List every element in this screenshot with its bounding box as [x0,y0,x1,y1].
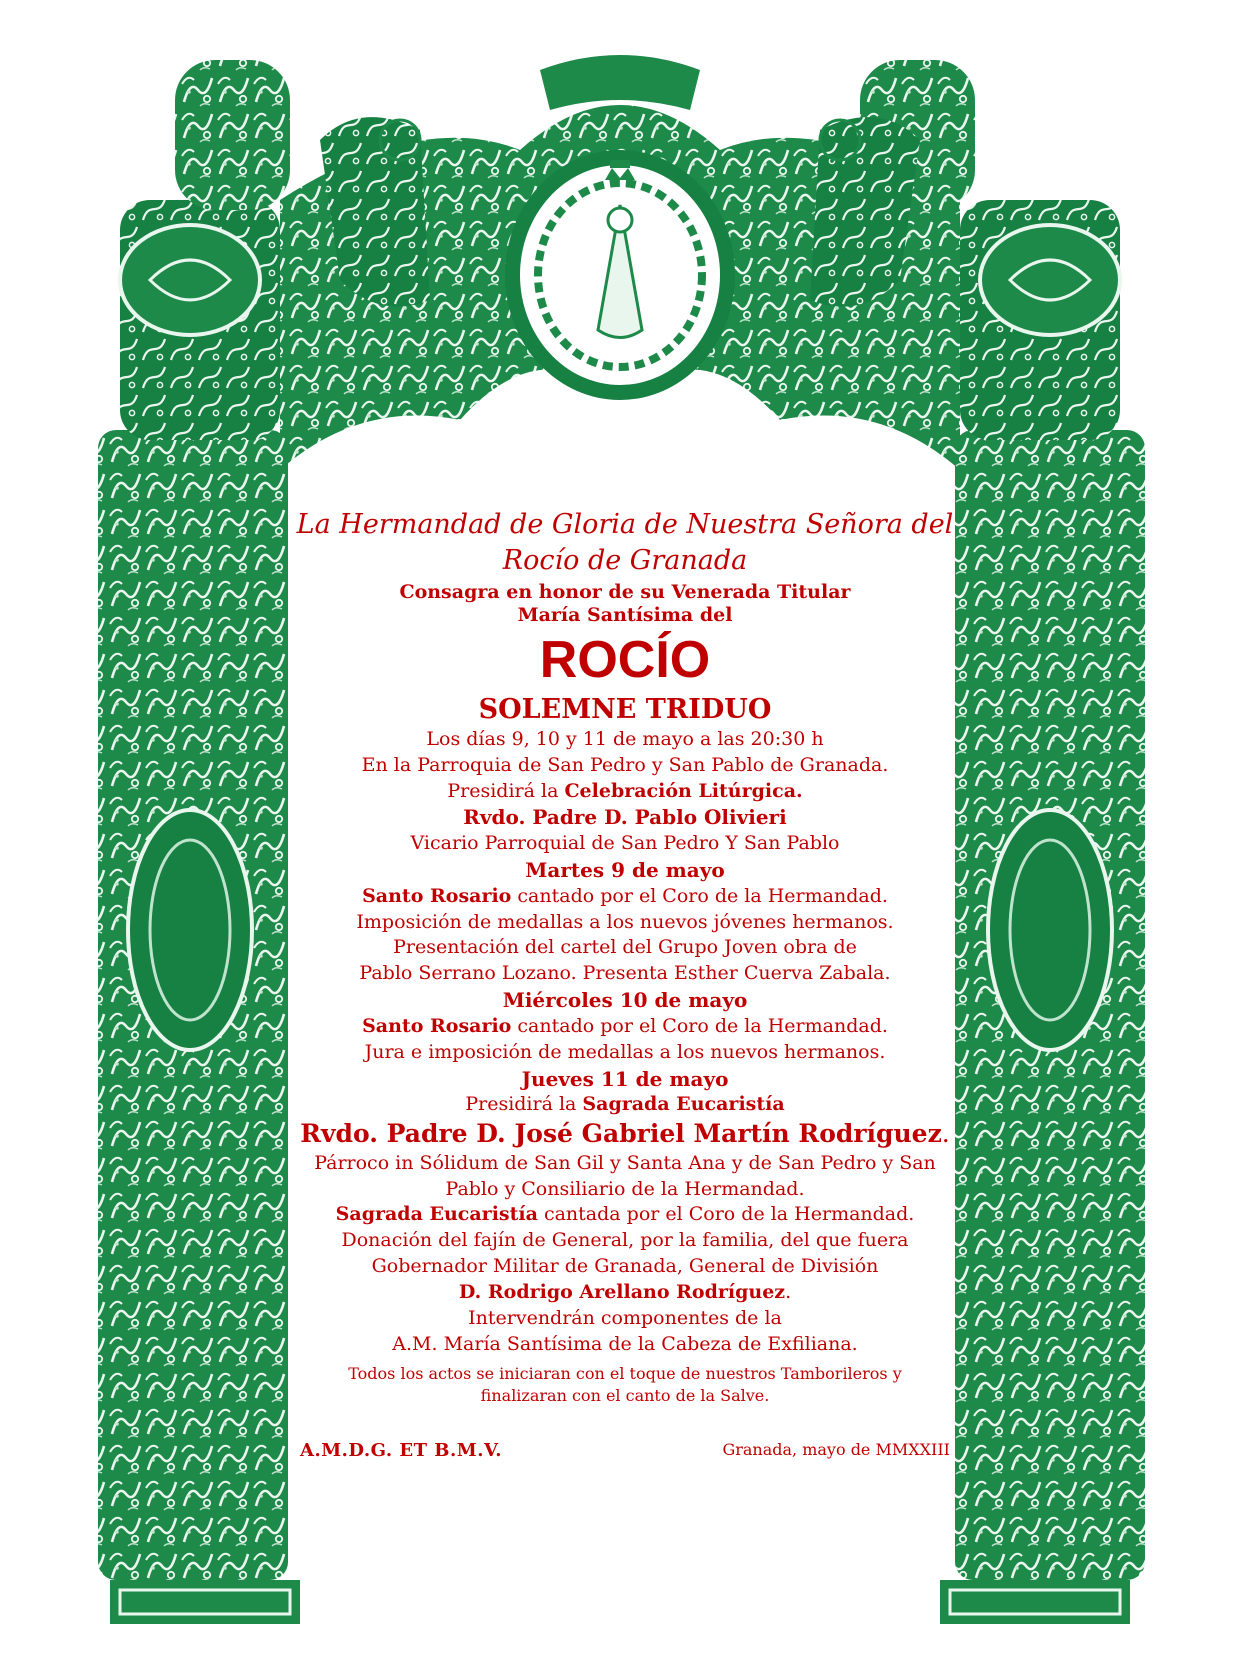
day2-heading: Miércoles 10 de mayo [502,988,748,1013]
day3-eucaristia [290,1202,960,1228]
rocio-title: ROCÍO [539,631,711,690]
day3-heading: Jueves 11 de mayo [521,1066,729,1091]
day1-rosario [290,884,960,910]
day2-line2: Jura e imposición de medallas a los nuevos hermanos. [364,1040,886,1063]
presidira-bold: Celebración Litúrgica. [564,779,803,802]
celebrant-role: Vicario Parroquial de San Pedro Y San Pablo [410,832,840,855]
triduo-title: SOLEMNE TRIDUO [478,694,772,726]
day3-presidira-bold: Sagrada Eucaristía [582,1093,785,1116]
day2-rosario-bold: Santo Rosario [362,1014,512,1037]
day1-line3: Presentación del cartel del Grupo Joven obra de [393,936,857,959]
virgin-medallion [505,150,735,400]
day2-rosario-rest: cantado por el Coro de la Hermandad. [511,1014,888,1037]
day3-celebrant-dot: . [941,1119,950,1149]
day3-general-dot: . [785,1280,792,1303]
presidira-prefix: Presidirá la [447,779,565,802]
day3-celebrant [290,1118,960,1151]
dates-line: Los días 9, 10 y 11 de mayo a las 20:30 h [426,727,824,750]
presidira-line [290,779,960,805]
motto: A.M.D.G. ET B.M.V. [300,1440,503,1461]
invitation-text [290,505,960,1407]
title-line-2: Rocío de Granada [502,544,748,576]
day1-rosario-bold: Santo Rosario [362,884,512,907]
place-line: En la Parroquia de San Pedro y San Pablo de Granada. [361,753,889,776]
day1-rosario-rest: cantado por el Coro de la Hermandad. [511,884,888,907]
day3-role-1: Párroco in Sólidum de San Gil y Santa Ana y de San Pedro y San [314,1151,936,1174]
date-line: Granada, mayo de MMXXIII [722,1440,950,1459]
day2-rosario [290,1014,960,1040]
consagra-line: Consagra en honor de su Venerada Titular [399,581,851,604]
day3-presidira [290,1092,960,1118]
day1-heading: Martes 9 de mayo [525,858,725,883]
closing-note-2: finalizaran con el canto de la Salve. [480,1385,770,1405]
celebrant-name: Rvdo. Padre D. Pablo Olivieri [463,805,787,830]
maria-line: María Santísima del [517,603,733,626]
day1-line2: Imposición de medallas a los nuevos jóvenes hermanos. [356,910,894,933]
day3-euc-bold: Sagrada Eucaristía [335,1203,538,1226]
day3-euc-rest: cantada por el Coro de la Hermandad. [537,1203,915,1226]
day3-donacion-1: Donación del fajín de General, por la familia, del que fuera [341,1229,909,1252]
day3-role-2: Pablo y Consiliario de la Hermandad. [445,1177,805,1200]
day3-presidira-prefix: Presidirá la [465,1093,583,1116]
day3-donacion-2: Gobernador Militar de Granada, General de División [371,1255,879,1278]
closing-note-1: Todos los actos se iniciaran con el toque de nuestros Tamborileros y [348,1364,902,1384]
day3-interv-1: Intervendrán componentes de la [468,1306,782,1329]
title-line-1: La Hermandad de Gloria de Nuestra Señora del [296,509,954,540]
day3-interv-2: A.M. María Santísima de la Cabeza de Exfiliana. [392,1332,858,1355]
day3-general [290,1280,960,1306]
left-column [98,60,300,1624]
day3-celebrant-name: Rvdo. Padre D. José Gabriel Martín Rodríguez [300,1119,942,1149]
day3-general-name: D. Rodrigo Arellano Rodríguez [458,1280,786,1303]
footer [300,1440,950,1470]
day1-line4: Pablo Serrano Lozano. Presenta Esther Cuerva Zabala. [359,962,891,985]
